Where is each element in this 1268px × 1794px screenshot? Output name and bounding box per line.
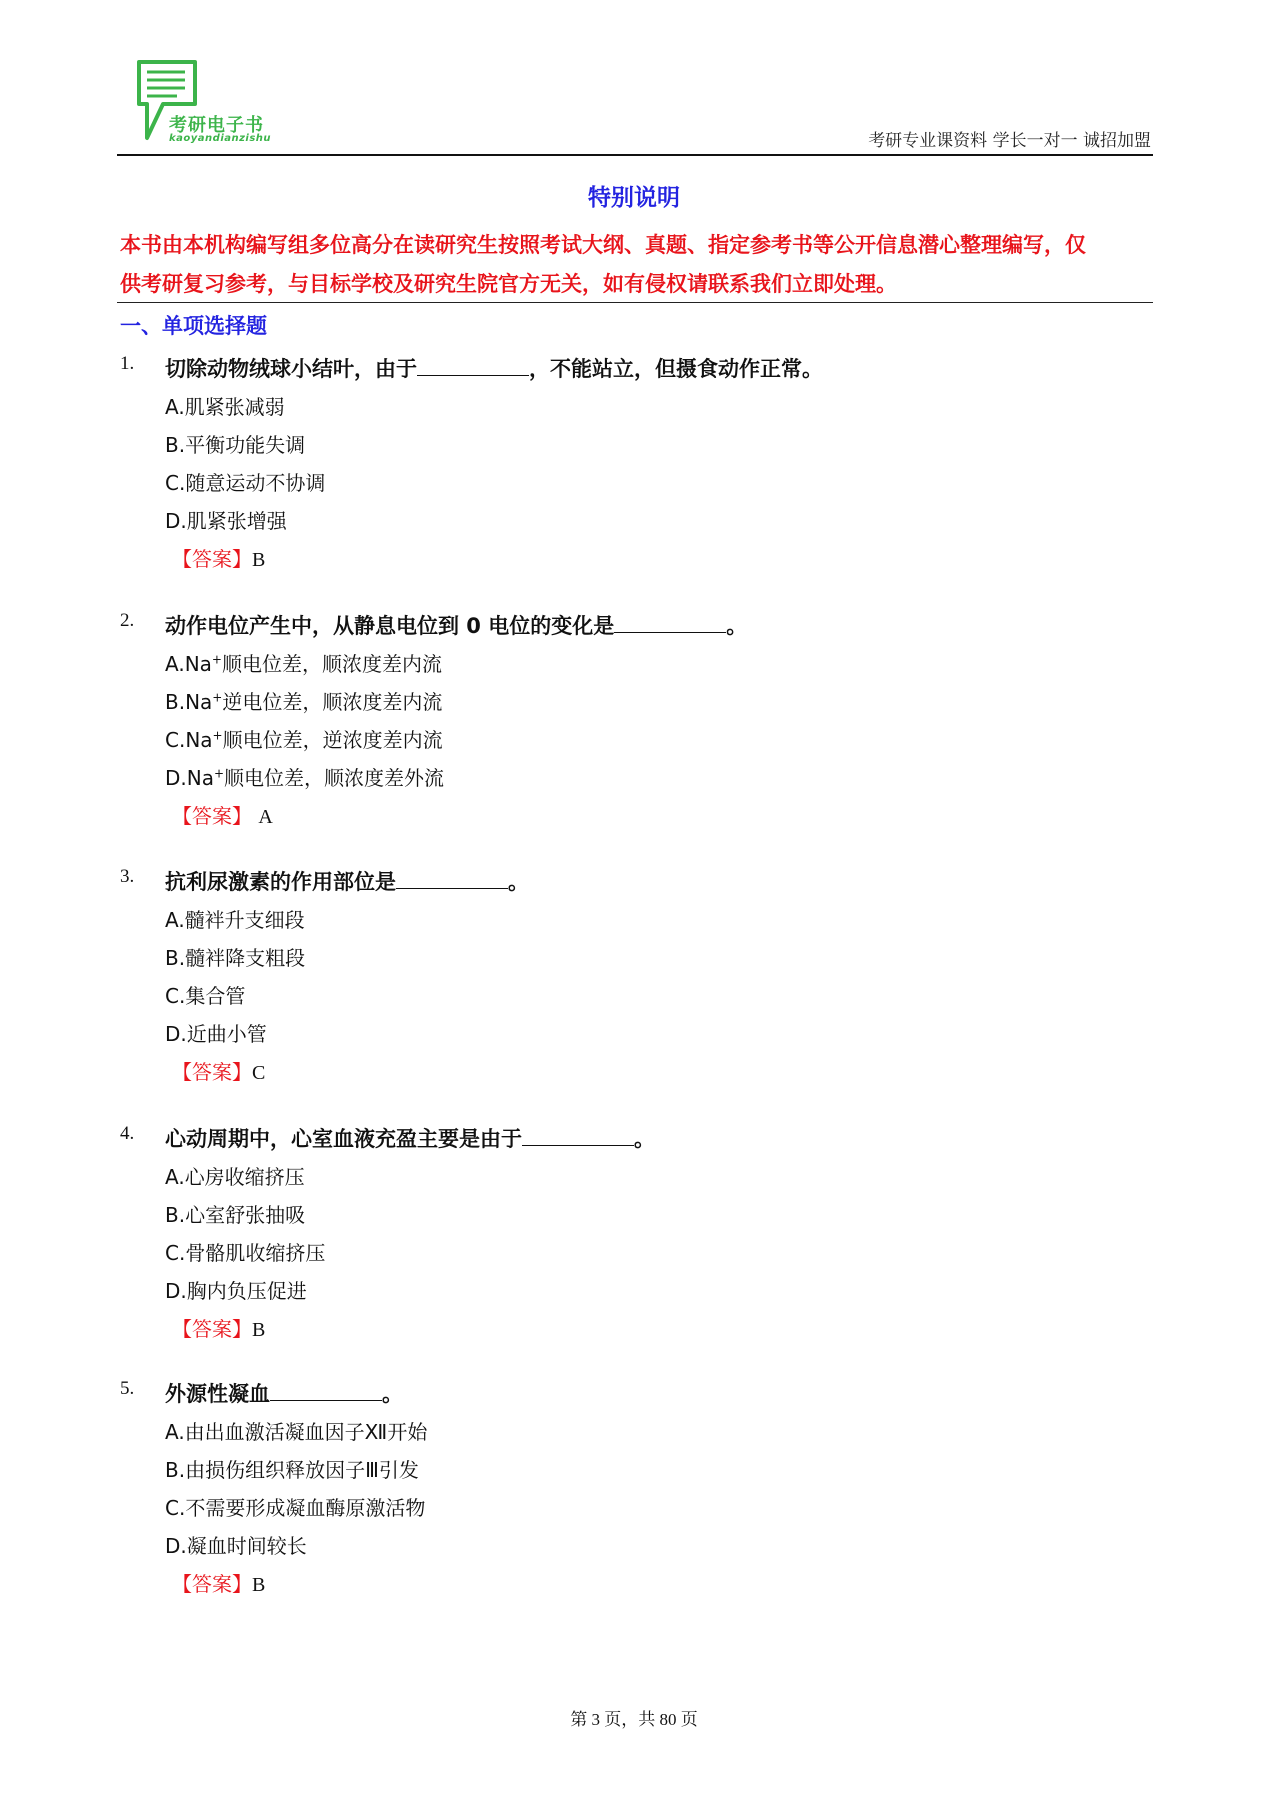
page-footer: 第 3 页，共 80 页 xyxy=(570,1710,698,1729)
option-d xyxy=(165,762,444,791)
option-a: A.髓袢升支细段 xyxy=(165,908,305,932)
notice-line: 本书由本机构编写组多位高分在读研究生按照考试大纲、真题、指定参考书等公开信息潜心整理编写，仅 xyxy=(120,233,1086,257)
question-stem xyxy=(165,1123,655,1153)
header-tagline: 考研专业课资料 学长一对一 诚招加盟 xyxy=(868,131,1151,151)
option-superscript: + xyxy=(212,728,223,743)
option-c: C.随意运动不协调 xyxy=(165,471,326,495)
stem-text: 。 xyxy=(634,1127,655,1151)
option-prefix: A.Na xyxy=(165,652,212,676)
option-text: 顺电位差，顺浓度差外流 xyxy=(224,766,445,790)
option-d: D.凝血时间较长 xyxy=(165,1534,307,1558)
header-divider xyxy=(117,154,1153,156)
answer-value: A xyxy=(258,806,273,828)
question-number: 4. xyxy=(120,1123,135,1144)
option-a xyxy=(165,648,442,677)
option-b: B.由损伤组织释放因子Ⅲ引发 xyxy=(165,1458,419,1482)
option-text: 逆电位差，顺浓度差内流 xyxy=(222,690,443,714)
answer-label: 【答案】 xyxy=(172,1317,252,1341)
answer-line xyxy=(172,1568,265,1597)
stem-text: 外源性凝血 xyxy=(165,1382,270,1406)
option-a: A.肌紧张减弱 xyxy=(165,395,285,419)
answer-line xyxy=(172,800,273,829)
option-b xyxy=(165,686,442,715)
answer-label: 【答案】 xyxy=(172,1572,252,1596)
option-d: D.近曲小管 xyxy=(165,1022,267,1046)
option-text: 顺电位差，顺浓度差内流 xyxy=(221,652,442,676)
answer-label: 【答案】 xyxy=(172,1060,252,1084)
option-d: D.肌紧张增强 xyxy=(165,509,287,533)
answer-blank xyxy=(270,1382,382,1401)
logo-subtext: kaoyandianzishu xyxy=(169,133,272,144)
option-prefix: D.Na xyxy=(165,766,214,790)
option-c: C.骨骼肌收缩挤压 xyxy=(165,1241,326,1265)
notice-title: 特别说明 xyxy=(588,185,680,211)
answer-blank xyxy=(614,614,726,633)
answer-label: 【答案】 xyxy=(172,547,252,571)
question-number: 1. xyxy=(120,353,135,374)
notice-divider xyxy=(117,302,1153,303)
stem-text: 。 xyxy=(382,1382,403,1406)
question-number: 2. xyxy=(120,610,135,631)
answer-value: C xyxy=(252,1062,266,1084)
option-c xyxy=(165,724,443,753)
stem-text: 切除动物绒球小结叶，由于 xyxy=(165,357,417,381)
option-b: B.平衡功能失调 xyxy=(165,433,306,457)
option-c: C.集合管 xyxy=(165,984,246,1008)
option-d: D.胸内负压促进 xyxy=(165,1279,307,1303)
stem-text: ，不能站立，但摄食动作正常。 xyxy=(529,357,823,381)
option-text: 顺电位差，逆浓度差内流 xyxy=(222,728,443,752)
option-superscript: + xyxy=(212,690,223,705)
option-superscript: + xyxy=(213,766,225,781)
answer-blank xyxy=(396,870,508,889)
question-stem xyxy=(165,866,529,896)
stem-text: 动作电位产生中，从静息电位到 0 电位的变化是 xyxy=(165,614,615,638)
option-b: B.心室舒张抽吸 xyxy=(165,1203,306,1227)
option-c: C.不需要形成凝血酶原激活物 xyxy=(165,1496,426,1520)
stem-text: 抗利尿激素的作用部位是 xyxy=(165,870,396,894)
question-stem xyxy=(165,353,823,383)
answer-label: 【答案】 xyxy=(172,804,252,828)
section-title: 一、单项选择题 xyxy=(120,314,267,338)
question-number: 3. xyxy=(120,866,135,887)
notice-body xyxy=(120,226,1152,304)
notice-line: 供考研复习参考，与目标学校及研究生院官方无关，如有侵权请联系我们立即处理。 xyxy=(120,272,897,296)
option-prefix: C.Na xyxy=(165,728,213,752)
answer-value: B xyxy=(252,549,266,571)
answer-value: B xyxy=(252,1319,266,1341)
question-number: 5. xyxy=(120,1378,135,1399)
answer-value: B xyxy=(252,1574,266,1596)
option-superscript: + xyxy=(211,652,222,667)
option-a: A.心房收缩挤压 xyxy=(165,1165,305,1189)
answer-blank xyxy=(522,1127,634,1146)
question-stem xyxy=(165,1378,403,1408)
option-a: A.由出血激活凝血因子Ⅻ开始 xyxy=(165,1420,428,1444)
option-prefix: B.Na xyxy=(165,690,213,714)
answer-line xyxy=(172,543,265,572)
stem-text: 。 xyxy=(726,614,748,638)
answer-line xyxy=(172,1313,265,1342)
logo-text: 考研电子书 xyxy=(169,115,264,136)
stem-text: 心动周期中，心室血液充盈主要是由于 xyxy=(165,1127,522,1151)
question-stem xyxy=(165,610,747,640)
answer-line xyxy=(172,1056,265,1085)
stem-text: 。 xyxy=(508,870,529,894)
option-b: B.髓袢降支粗段 xyxy=(165,946,306,970)
answer-blank xyxy=(417,357,529,376)
